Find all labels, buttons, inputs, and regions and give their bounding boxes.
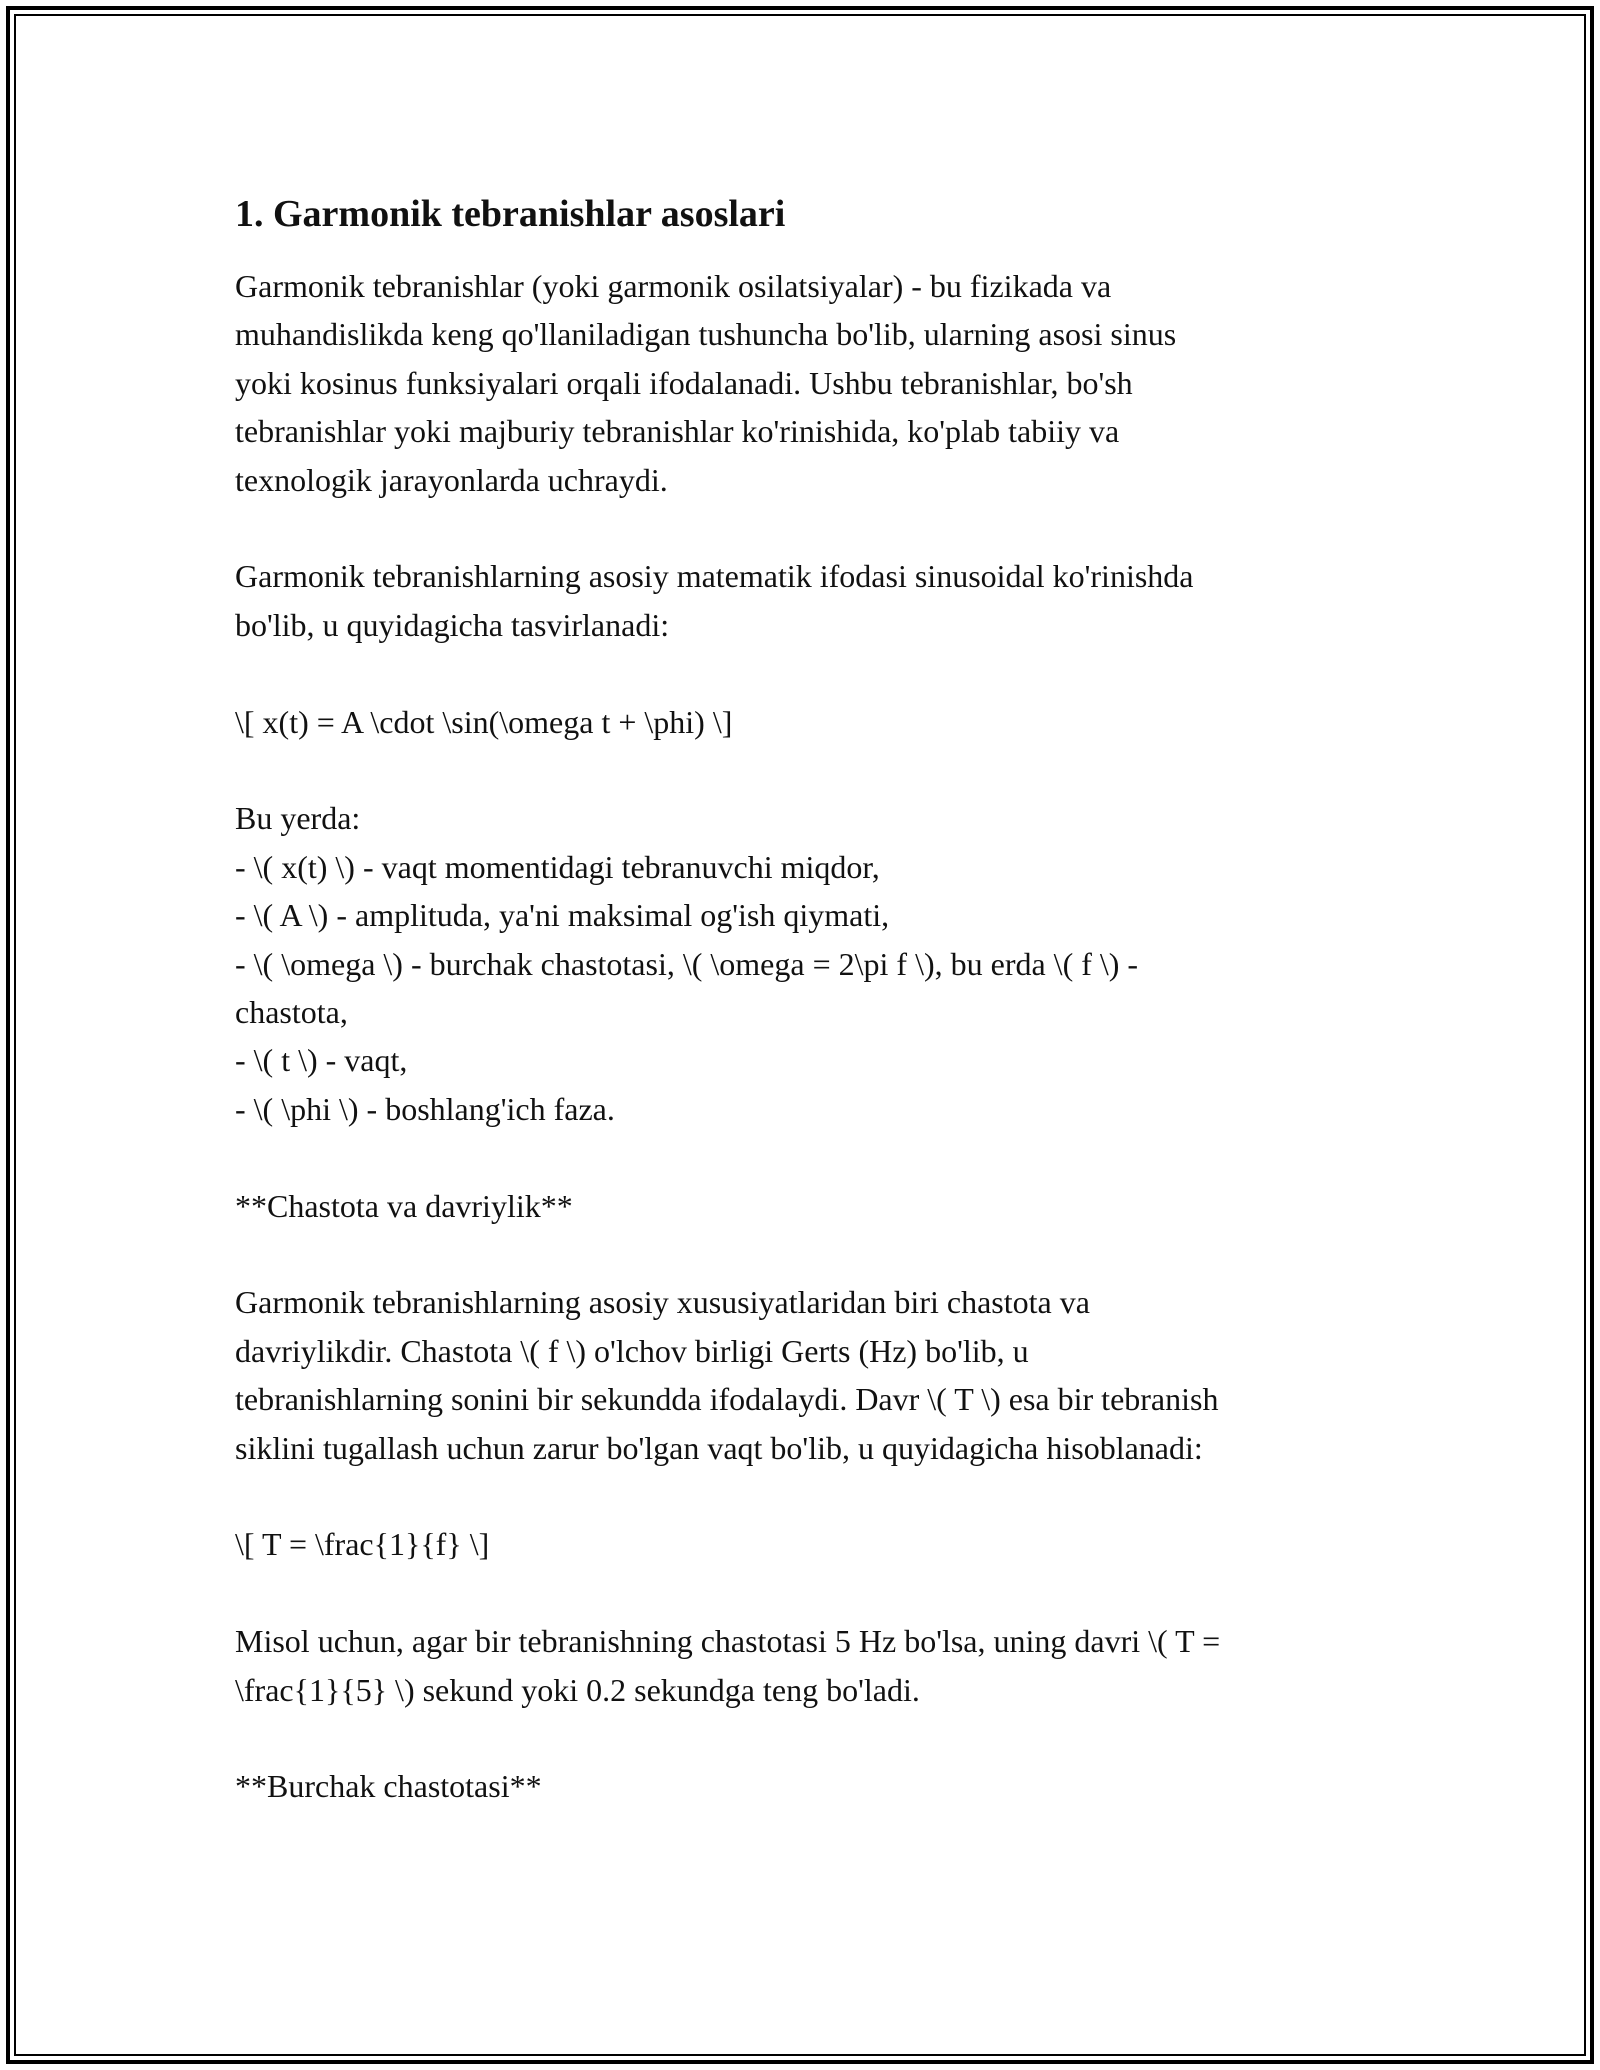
list-item: - \( t \) - vaqt, [235,1042,408,1079]
spacer [235,504,1385,552]
spacer [235,746,1385,794]
text-line: siklini tugallash uchun zarur bo'lgan vaqt bo'lib, u quyidagicha hisoblanadi: [235,1429,1203,1466]
list-item: chastota, [235,994,348,1031]
text-line: Garmonik tebranishlarning asosiy xususiyatlaridan biri chastota va [235,1284,1090,1321]
formula-harmonic: \[ x(t) = A \cdot \sin(\omega t + \phi) \] [235,703,733,740]
text-line: Misol uchun, agar bir tebranishning chastotasi 5 Hz bo'lsa, uning davri \( T = [235,1623,1221,1660]
paragraph-frequency [235,1278,1385,1472]
definitions-list [235,794,1385,1133]
text-line: muhandislikda keng qo'llaniladigan tushuncha bo'lib, ularning asosi sinus [235,316,1177,353]
spacer [235,1230,1385,1278]
list-item: - \( \phi \) - boshlang'ich faza. [235,1090,615,1127]
text-line: bo'lib, u quyidagicha tasvirlanadi: [235,606,670,643]
spacer [235,1133,1385,1181]
text-line: tebranishlarning sonini bir sekundda ifodalaydi. Davr \( T \) esa bir tebranish [235,1381,1219,1418]
definitions-intro: Bu yerda: [235,800,361,837]
text-line: Garmonik tebranishlarning asosiy matematik ifodasi sinusoidal ko'rinishda [235,558,1194,595]
spacer [235,1714,1385,1762]
text-line: davriylikdir. Chastota \( f \) o'lchov birligi Gerts (Hz) bo'lib, u [235,1332,1029,1369]
subheading-frequency: **Chastota va davriylik** [235,1187,573,1224]
text-line: \frac{1}{5} \) sekund yoki 0.2 sekundga teng bo'ladi. [235,1671,920,1708]
text-line: yoki kosinus funksiyalari orqali ifodalanadi. Ushbu tebranishlar, bo'sh [235,364,1133,401]
paragraph-example [235,1617,1385,1714]
subheading-angular-frequency: **Burchak chastotasi** [235,1768,542,1805]
text-line: Garmonik tebranishlar (yoki garmonik osilatsiyalar) - bu fizikada va [235,268,1112,304]
spacer [235,1472,1385,1520]
list-item: - \( A \) - amplituda, ya'ni maksimal og'ish qiymati, [235,897,890,934]
document-body [235,188,1385,1811]
list-item: - \( x(t) \) - vaqt momentidagi tebranuvchi miqdor, [235,848,880,885]
spacer [235,1569,1385,1617]
list-item: - \( \omega \) - burchak chastotasi, \( \omega = 2\pi f \), bu erda \( f \) - [235,945,1139,982]
spacer [235,649,1385,697]
section-heading: 1. Garmonik tebranishlar asoslari [235,193,786,235]
text-line: texnologik jarayonlarda uchraydi. [235,461,668,498]
paragraph-intro [235,262,1385,504]
formula-period: \[ T = \frac{1}{f} \] [235,1526,490,1563]
text-line: tebranishlar yoki majburiy tebranishlar ko'rinishida, ko'plab tabiiy va [235,413,1120,450]
paragraph-formula-intro [235,552,1385,649]
